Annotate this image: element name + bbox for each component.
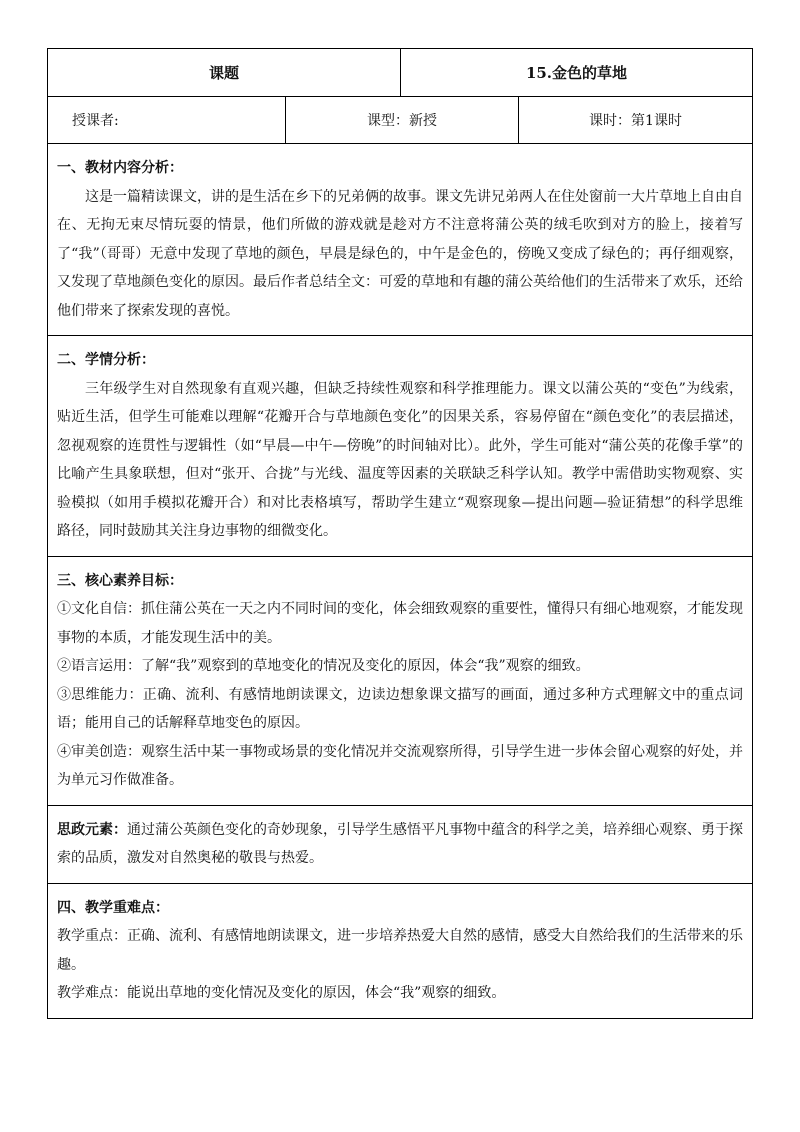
- goal-item: ②语言运用：了解“我”观察到的草地变化的情况及变化的原因，体会“我”观察的细致。: [57, 658, 590, 674]
- section-student-analysis: [48, 336, 752, 557]
- meta-row: [48, 97, 752, 144]
- section-heading: 一、教材内容分析：: [57, 160, 183, 176]
- section-core-goals: [48, 557, 752, 806]
- lesson-hours: 课时：第1课时: [518, 97, 752, 143]
- section-heading: 四、教学重难点：: [57, 899, 169, 916]
- section-key-points: [48, 884, 752, 1018]
- lesson-type: 课型：新授: [285, 97, 518, 143]
- lesson-plan-table: [47, 48, 753, 1019]
- topic-label: 课题: [208, 64, 239, 82]
- goal-item: ④审美创造：观察生活中某一事物或场景的变化情况并交流观察所得，引导学生进一步体会留心观察的好处，并为单元习作做准备。: [57, 743, 743, 788]
- goal-item: ①文化自信：抓住蒲公英在一天之内不同时间的变化，体会细致观察的重要性，懂得只有细心地观察，才能发现事物的本质，才能发现生活中的美。: [57, 601, 743, 646]
- key-point: 教学重点：正确、流利、有感情地朗读课文，进一步培养热爱大自然的感情，感受大自然给我们的生活带来的乐趣。: [57, 928, 743, 973]
- teacher-label: 授课者:: [72, 113, 119, 129]
- section-material-analysis: [48, 144, 752, 336]
- title-row: [48, 49, 752, 97]
- section-heading: 三、核心素养目标：: [57, 572, 183, 589]
- topic-value: 15.金色的草地: [400, 49, 752, 96]
- section-body: 三年级学生对自然现象有直观兴趣，但缺乏持续性观察和科学推理能力。课文以蒲公英的“变色”为线索，贴近生活，但学生可能难以理解“花瓣开合与草地颜色变化”的因果关系，容易停留在“颜色变化”的表层描述，忽视观察的连贯性与逻辑性（如“早晨—中午—傍晚”的时间轴对比）。此外，学生可能对“蒲公英的花像手掌”的比喻产生具象联想，但对“张开、合拢”与光线、温度等因素的关联缺乏科学认知。教学中需借助实物观察、实验模拟（如用手模拟花瓣开合）和对比表格填写，帮助学生建立“观察现象—提出问题—验证猜想”的科学思维路径，同时鼓励其关注身边事物的细微变化。: [57, 380, 743, 539]
- goal-item: ③思维能力：正确、流利、有感情地朗读课文，边读边想象课文描写的画面，通过多种方式理解文中的重点词语；能用自己的话解释草地变色的原因。: [57, 686, 743, 731]
- ideology-label: 思政元素：: [57, 821, 127, 838]
- difficult-point: 教学难点：能说出草地的变化情况及变化的原因，体会“我”观察的细致。: [57, 985, 506, 1001]
- section-body: 这是一篇精读课文，讲的是生活在乡下的兄弟俩的故事。课文先讲兄弟两人在住处窗前一大片草地上自由自在、无拘无束尽情玩耍的情景，他们所做的游戏就是趁对方不注意将蒲公英的绒毛吹到对方的脸上，接着写了“我”（哥哥）无意中发现了草地的颜色，早晨是绿色的，中午是金色的，傍晚又变成了绿色的；再仔细观察，又发现了草地颜色变化的原因。最后作者总结全文：可爱的草地和有趣的蒲公英给他们的生活带来了欢乐，还给他们带来了探索发现的喜悦。: [57, 188, 743, 319]
- ideology-paragraph: [57, 816, 743, 873]
- section-ideology: [48, 806, 752, 884]
- section-heading: 二、学情分析：: [57, 352, 155, 368]
- ideology-body: 通过蒲公英颜色变化的奇妙现象，引导学生感悟平凡事物中蕴含的科学之美，培养细心观察、勇于探索的品质，激发对自然奥秘的敬畏与热爱。: [57, 821, 743, 866]
